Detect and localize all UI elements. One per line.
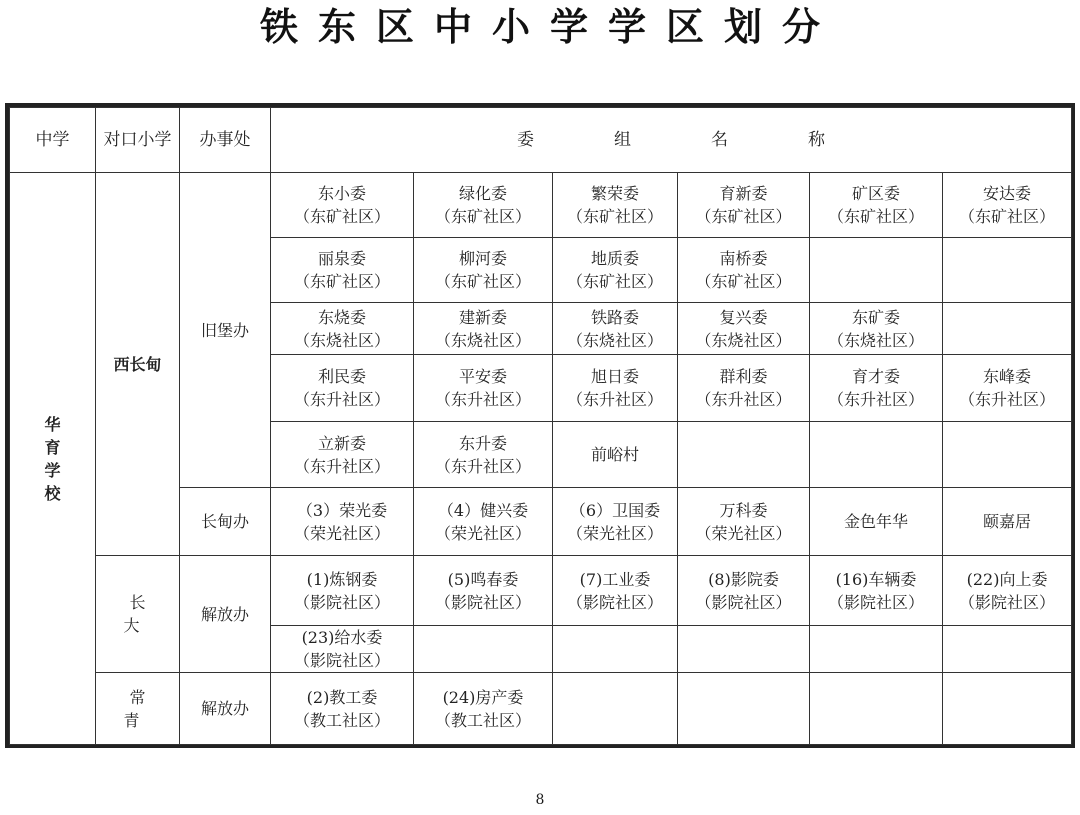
- feeder-xichangdian: 西长甸: [96, 173, 180, 556]
- school-name-cell: [10, 173, 96, 745]
- school-name-char: 学: [44, 460, 61, 480]
- header-committee-name: 委组名称: [271, 108, 1072, 173]
- committee-cell: [414, 556, 553, 626]
- community-name: （荣光社区）: [695, 523, 792, 543]
- community-name: （东矿社区）: [959, 207, 1056, 226]
- committee-name: 安达委: [983, 184, 1032, 203]
- page-number: 8: [535, 792, 545, 808]
- community-name: （教工社区）: [293, 710, 390, 730]
- committee-name: 颐嘉居: [983, 512, 1032, 531]
- committee-name: 平安委: [458, 367, 507, 386]
- committee-name: 东矿委: [851, 307, 900, 327]
- committee-cell: [271, 673, 414, 745]
- committee-cell: [678, 355, 810, 422]
- community-name: （影院社区）: [695, 592, 792, 612]
- committee-name: （3）荣光委: [296, 500, 388, 520]
- committee-name: 东烧委: [317, 307, 366, 327]
- committee-cell: [810, 303, 943, 355]
- office-changdian: 长甸办: [180, 488, 271, 556]
- committee-name: (16)车辆委: [835, 569, 917, 589]
- committee-cell: [553, 422, 678, 488]
- community-name: （东升社区）: [293, 390, 390, 409]
- community-name: （荣光社区）: [293, 523, 390, 543]
- table-row: [10, 556, 1072, 626]
- committee-name: （4）健兴委: [437, 500, 529, 520]
- header-row: [10, 108, 1072, 173]
- committee-cell: [943, 303, 1072, 355]
- committee-cell: [414, 303, 553, 355]
- office-jiefang-a: 解放办: [180, 556, 271, 673]
- committee-name: (8)影院委: [708, 569, 779, 589]
- committee-cell: [678, 173, 810, 238]
- community-name: （影院社区）: [293, 651, 390, 670]
- committee-cell: [678, 303, 810, 355]
- committee-cell: [678, 238, 810, 303]
- committee-name: 柳河委: [458, 249, 507, 268]
- committee-cell: [810, 422, 943, 488]
- committee-name: （6）卫国委: [569, 500, 661, 520]
- committee-cell: [810, 673, 943, 745]
- committee-name: 群利委: [719, 367, 768, 386]
- committee-cell: [414, 626, 553, 673]
- committee-cell: [271, 626, 414, 673]
- committee-cell: [414, 173, 553, 238]
- committee-name: (1)炼钢委: [306, 569, 378, 589]
- committee-cell: [810, 173, 943, 238]
- community-name: （东烧社区）: [434, 330, 531, 350]
- community-name: （东矿社区）: [566, 207, 663, 226]
- district-table-frame: [5, 103, 1075, 748]
- community-name: （东矿社区）: [434, 207, 531, 226]
- committee-cell: [943, 626, 1072, 673]
- community-name: （东矿社区）: [695, 207, 792, 226]
- committee-cell: [271, 488, 414, 556]
- committee-cell: [271, 556, 414, 626]
- committee-cell: [810, 488, 943, 556]
- committee-name: 绿化委: [458, 184, 507, 203]
- committee-cell: [553, 556, 678, 626]
- committee-name: 利民委: [317, 367, 366, 386]
- header-middle-school: 中学: [10, 108, 96, 173]
- committee-name: 矿区委: [851, 184, 900, 203]
- committee-cell: [943, 173, 1072, 238]
- community-name: （东升社区）: [434, 456, 531, 476]
- committee-cell: [678, 488, 810, 556]
- committee-cell: [943, 488, 1072, 556]
- community-name: （影院社区）: [434, 592, 531, 612]
- committee-cell: [271, 173, 414, 238]
- committee-cell: [414, 238, 553, 303]
- committee-cell: [943, 422, 1072, 488]
- school-name-char: 校: [44, 483, 61, 503]
- header-feeder-primary: 对口小学: [96, 108, 180, 173]
- district-table: [9, 107, 1072, 745]
- committee-name: (23)给水委: [301, 628, 383, 647]
- committee-name: 立新委: [317, 433, 366, 453]
- committee-name: 东升委: [458, 433, 507, 453]
- school-name-char: 华: [44, 414, 61, 434]
- committee-name: (7)工业委: [579, 569, 651, 589]
- community-name: （教工社区）: [434, 710, 531, 730]
- committee-cell: [678, 673, 810, 745]
- committee-name: 旭日委: [590, 367, 639, 386]
- committee-name: 金色年华: [843, 512, 908, 531]
- committee-cell: [678, 556, 810, 626]
- committee-name: 育才委: [851, 367, 900, 386]
- community-name: （东烧社区）: [827, 330, 924, 350]
- header-office: 办事处: [180, 108, 271, 173]
- committee-cell: [553, 355, 678, 422]
- committee-name: (22)向上委: [966, 569, 1048, 589]
- community-name: （东烧社区）: [566, 330, 663, 350]
- committee-cell: [810, 355, 943, 422]
- community-name: （东矿社区）: [695, 272, 792, 291]
- committee-name: 东小委: [317, 184, 366, 203]
- committee-name: 建新委: [458, 307, 507, 327]
- committee-cell: [678, 626, 810, 673]
- committee-name: (5)鸣春委: [447, 569, 519, 589]
- community-name: （东升社区）: [434, 390, 531, 409]
- feeder-changda: 长 大: [96, 556, 180, 673]
- committee-name: 万科委: [719, 500, 768, 520]
- committee-name: 地质委: [590, 249, 639, 268]
- table-row: [10, 673, 1072, 745]
- committee-name: 铁路委: [590, 307, 639, 327]
- committee-cell: [553, 488, 678, 556]
- community-name: （东烧社区）: [293, 330, 390, 350]
- committee-cell: [271, 303, 414, 355]
- community-name: （东升社区）: [293, 456, 390, 476]
- committee-cell: [943, 238, 1072, 303]
- community-name: （东烧社区）: [695, 330, 792, 350]
- committee-cell: [553, 238, 678, 303]
- community-name: （东升社区）: [827, 390, 924, 409]
- community-name: （影院社区）: [959, 592, 1056, 612]
- committee-cell: [553, 673, 678, 745]
- committee-name: 育新委: [719, 184, 768, 203]
- community-name: （东矿社区）: [566, 272, 663, 291]
- committee-cell: [414, 422, 553, 488]
- committee-cell: [414, 355, 553, 422]
- committee-cell: [943, 556, 1072, 626]
- committee-name: 繁荣委: [590, 184, 639, 203]
- office-jiefang-b: 解放办: [180, 673, 271, 745]
- committee-cell: [943, 355, 1072, 422]
- community-name: （东升社区）: [566, 390, 663, 409]
- committee-cell: [271, 422, 414, 488]
- community-name: （东升社区）: [959, 390, 1056, 409]
- committee-name: 南桥委: [719, 249, 768, 268]
- community-name: （东升社区）: [695, 390, 792, 409]
- community-name: （东矿社区）: [434, 272, 531, 291]
- committee-cell: [553, 303, 678, 355]
- committee-cell: [943, 673, 1072, 745]
- community-name: （影院社区）: [827, 592, 924, 612]
- committee-cell: [553, 173, 678, 238]
- community-name: （影院社区）: [566, 592, 663, 612]
- office-jiubao: 旧堡办: [180, 173, 271, 488]
- committee-cell: [414, 673, 553, 745]
- community-name: （东矿社区）: [293, 207, 390, 226]
- committee-name: 东峰委: [983, 367, 1032, 386]
- committee-cell: [810, 626, 943, 673]
- committee-name: 丽泉委: [317, 249, 366, 268]
- page-title: 铁东区中小学学区划分: [259, 5, 840, 49]
- community-name: （东矿社区）: [827, 207, 924, 226]
- committee-cell: [678, 422, 810, 488]
- community-name: （荣光社区）: [434, 523, 531, 543]
- committee-name: (24)房产委: [442, 687, 524, 707]
- committee-cell: [810, 556, 943, 626]
- committee-cell: [553, 626, 678, 673]
- committee-cell: [810, 238, 943, 303]
- community-name: （影院社区）: [293, 592, 390, 612]
- community-name: （东矿社区）: [293, 272, 390, 291]
- committee-name: (2)教工委: [306, 687, 378, 707]
- school-name-char: 育: [44, 437, 61, 457]
- feeder-changqing: 常 青: [96, 673, 180, 745]
- committee-cell: [271, 355, 414, 422]
- table-row: [10, 173, 1072, 238]
- committee-cell: [414, 488, 553, 556]
- committee-cell: [271, 238, 414, 303]
- committee-name: 复兴委: [719, 307, 768, 327]
- committee-name: 前峪村: [590, 445, 639, 464]
- community-name: （荣光社区）: [566, 523, 663, 543]
